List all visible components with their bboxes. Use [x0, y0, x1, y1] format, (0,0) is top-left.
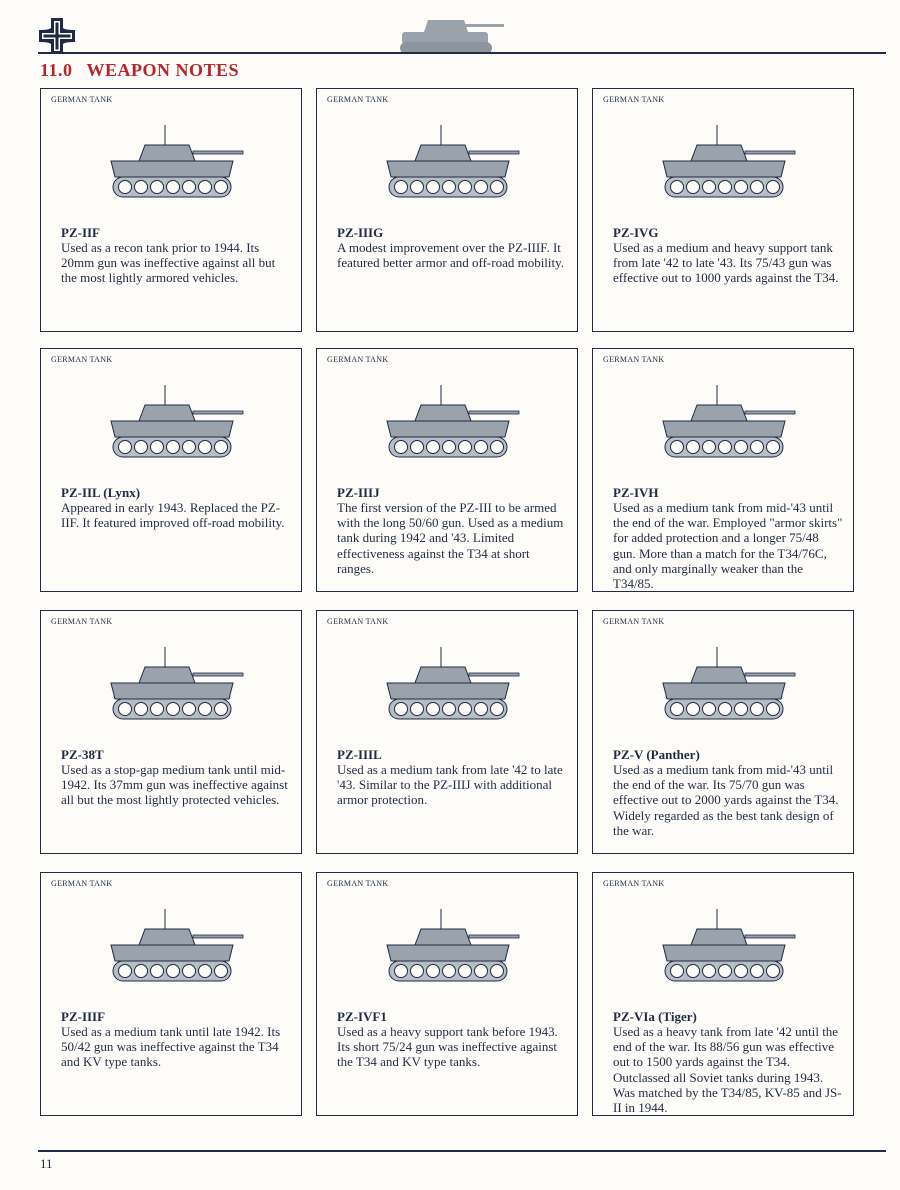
tank-name: PZ-IVF1: [337, 1009, 387, 1024]
tank-description: Used as a medium and heavy support tank from late '42 to late '43. Its 75/43 gun was effective out to 1000 yards against the T34.: [613, 240, 839, 286]
tank-name: PZ-IIL (Lynx): [61, 485, 141, 500]
tank-name: PZ-IVH: [613, 485, 659, 500]
tank-card: [316, 88, 578, 332]
page-number: 11: [40, 1156, 53, 1171]
tank-description: Used as a medium tank from mid-'43 until the end of the war. Employed "armor skirts" for added protection and a longer 75/48 gun. More than a match for the T34/76C, and only marginally weaker than the T34/85.: [613, 500, 843, 592]
tank-description: Used as a stop-gap medium tank until mid-1942. Its 37mm gun was ineffective against all but the most lightly protected vehicles.: [61, 762, 288, 808]
card-text: [337, 747, 567, 808]
tank-description: Used as a heavy support tank before 1943. Its short 75/24 gun was ineffective against the T34 and KV type tanks.: [337, 1024, 558, 1070]
section-title: [40, 60, 239, 81]
tank-illustration-icon: [649, 641, 799, 731]
card-category-label: GERMAN TANK: [51, 355, 113, 364]
bottom-rule: [38, 1150, 886, 1152]
tank-illustration-icon: [373, 903, 523, 993]
tank-illustration-icon: [649, 119, 799, 209]
card-category-label: GERMAN TANK: [327, 355, 389, 364]
tank-card: [40, 88, 302, 332]
iron-cross-icon: [38, 17, 76, 55]
tank-card: [40, 872, 302, 1116]
tank-illustration-icon: [373, 641, 523, 731]
tank-name: PZ-38T: [61, 747, 104, 762]
tank-name: PZ-IIIJ: [337, 485, 380, 500]
card-text: [613, 225, 843, 286]
card-category-label: GERMAN TANK: [327, 617, 389, 626]
tank-illustration-icon: [373, 119, 523, 209]
tank-description: Used as a medium tank from mid-'43 until the end of the war. Its 75/70 gun was effective out to 2000 yards against the T34. Widely regarded as the best tank design of the war.: [613, 762, 839, 838]
tank-card: [316, 610, 578, 854]
tank-description: Used as a heavy tank from late '42 until the end of the war. Its 88/56 gun was effective out to 1500 yards against the T34. Outclassed all Soviet tanks during 1943. Was matched by the T34/85, KV-85 and JS-II in 1944.: [613, 1024, 842, 1116]
tank-card: [592, 88, 854, 332]
card-category-label: GERMAN TANK: [603, 617, 665, 626]
card-category-label: GERMAN TANK: [327, 879, 389, 888]
tank-card: [316, 348, 578, 592]
card-category-label: GERMAN TANK: [603, 879, 665, 888]
card-text: [61, 1009, 291, 1070]
top-rule: [38, 52, 886, 54]
card-text: [337, 225, 567, 270]
tank-card: [316, 872, 578, 1116]
tank-illustration-icon: [97, 903, 247, 993]
tank-description: Used as a medium tank until late 1942. Its 50/42 gun was ineffective against the T34 and KV type tanks.: [61, 1024, 281, 1070]
tank-name: PZ-IIIF: [61, 1009, 106, 1024]
section-heading: WEAPON NOTES: [86, 60, 240, 80]
card-category-label: GERMAN TANK: [51, 95, 113, 104]
tank-illustration-icon: [649, 903, 799, 993]
card-category-label: GERMAN TANK: [51, 879, 113, 888]
tank-illustration-icon: [97, 119, 247, 209]
card-category-label: GERMAN TANK: [603, 355, 665, 364]
tank-card: [592, 872, 854, 1116]
card-text: [61, 485, 291, 530]
card-text: [61, 225, 291, 286]
tank-name: PZ-IIF: [61, 225, 100, 240]
tank-description: Appeared in early 1943. Replaced the PZ-IIF. It featured improved off-road mobility.: [61, 500, 285, 531]
card-text: [337, 1009, 567, 1070]
tank-description: Used as a recon tank prior to 1944. Its 20mm gun was ineffective against all but the most lightly armored vehicles.: [61, 240, 276, 286]
tank-name: PZ-V (Panther): [613, 747, 700, 762]
tank-description: The first version of the PZ-III to be armed with the long 50/60 gun. Used as a medium tank during 1942 and '43. Limited effectiveness against the T34 at short ranges.: [337, 500, 564, 576]
card-text: [613, 747, 843, 838]
card-category-label: GERMAN TANK: [327, 95, 389, 104]
card-text: [613, 485, 843, 591]
section-number: 11.0: [40, 60, 73, 80]
tank-silhouette-icon: [398, 12, 506, 56]
card-text: [613, 1009, 843, 1115]
tank-description: Used as a medium tank from late '42 to late '43. Similar to the PZ-IIIJ with additional armor protection.: [337, 762, 563, 808]
card-category-label: GERMAN TANK: [51, 617, 113, 626]
tank-illustration-icon: [97, 379, 247, 469]
tank-name: PZ-IVG: [613, 225, 659, 240]
tank-illustration-icon: [97, 641, 247, 731]
tank-name: PZ-IIIG: [337, 225, 384, 240]
tank-card: [592, 610, 854, 854]
tank-name: PZ-VIa (Tiger): [613, 1009, 697, 1024]
tank-card: [40, 348, 302, 592]
card-text: [61, 747, 291, 808]
tank-illustration-icon: [649, 379, 799, 469]
tank-card: [592, 348, 854, 592]
card-text: [337, 485, 567, 576]
tank-description: A modest improvement over the PZ-IIIF. It featured better armor and off-road mobility.: [337, 240, 565, 271]
card-category-label: GERMAN TANK: [603, 95, 665, 104]
tank-name: PZ-IIIL: [337, 747, 382, 762]
tank-illustration-icon: [373, 379, 523, 469]
tank-card: [40, 610, 302, 854]
